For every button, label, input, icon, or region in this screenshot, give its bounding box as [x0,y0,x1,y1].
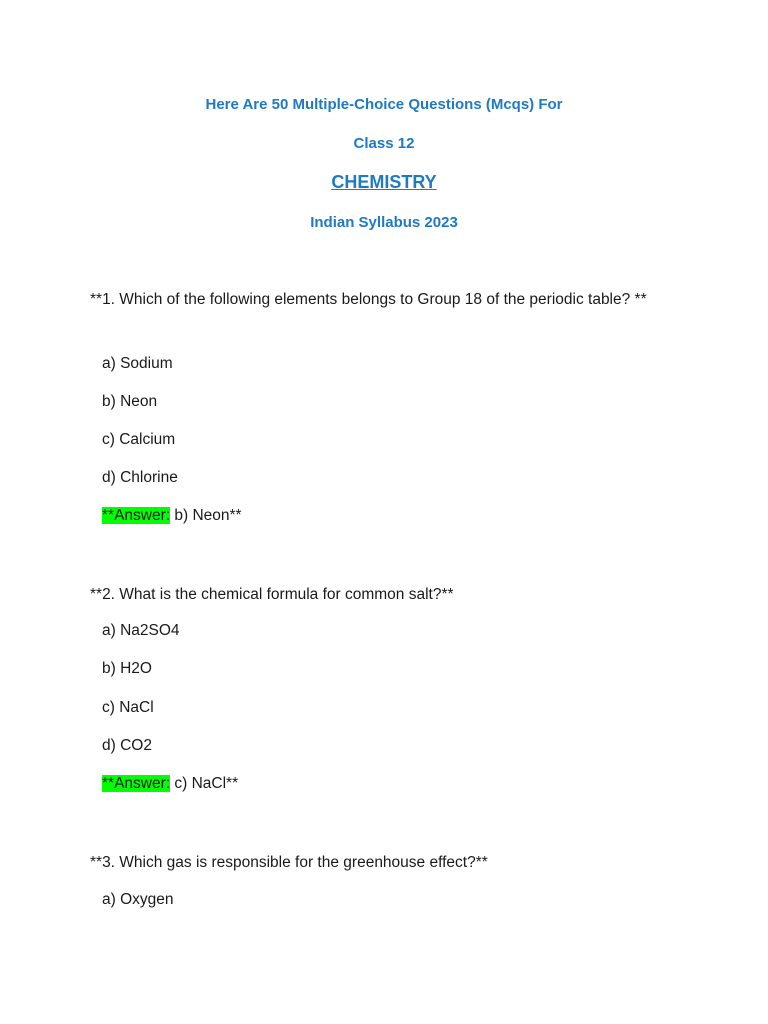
question-1-option-c: c) Calcium [102,431,176,448]
question-2-text: **2. What is the chemical formula for common salt?** [90,586,454,603]
answer-value: b) Neon** [170,507,242,524]
answer-label-highlight: **Answer: [102,775,171,792]
question-1-option-d: d) Chlorine [102,469,178,486]
question-3-text: **3. Which gas is responsible for the greenhouse effect?** [90,854,488,871]
question-2-option-a: a) Na2SO4 [102,622,180,639]
subject-title: CHEMISTRY [331,172,437,192]
question-3-option-a: a) Oxygen [102,891,174,908]
syllabus-label: Indian Syllabus 2023 [310,214,458,231]
doc-title-line: Here Are 50 Multiple-Choice Questions (Mcqs) For [205,96,563,113]
answer-label-highlight: **Answer: [102,507,171,524]
question-2-option-c: c) NaCl [102,699,154,716]
class-label: Class 12 [353,135,415,152]
question-1-answer [102,507,242,525]
question-2-answer [102,775,238,793]
question-1-option-b: b) Neon [102,393,158,410]
answer-value: c) NaCl** [170,775,239,792]
question-2-option-b: b) H2O [102,660,152,677]
question-1-option-a: a) Sodium [102,355,173,372]
question-1-text: **1. Which of the following elements belongs to Group 18 of the periodic table? ** [90,291,647,308]
question-2-option-d: d) CO2 [102,737,152,754]
